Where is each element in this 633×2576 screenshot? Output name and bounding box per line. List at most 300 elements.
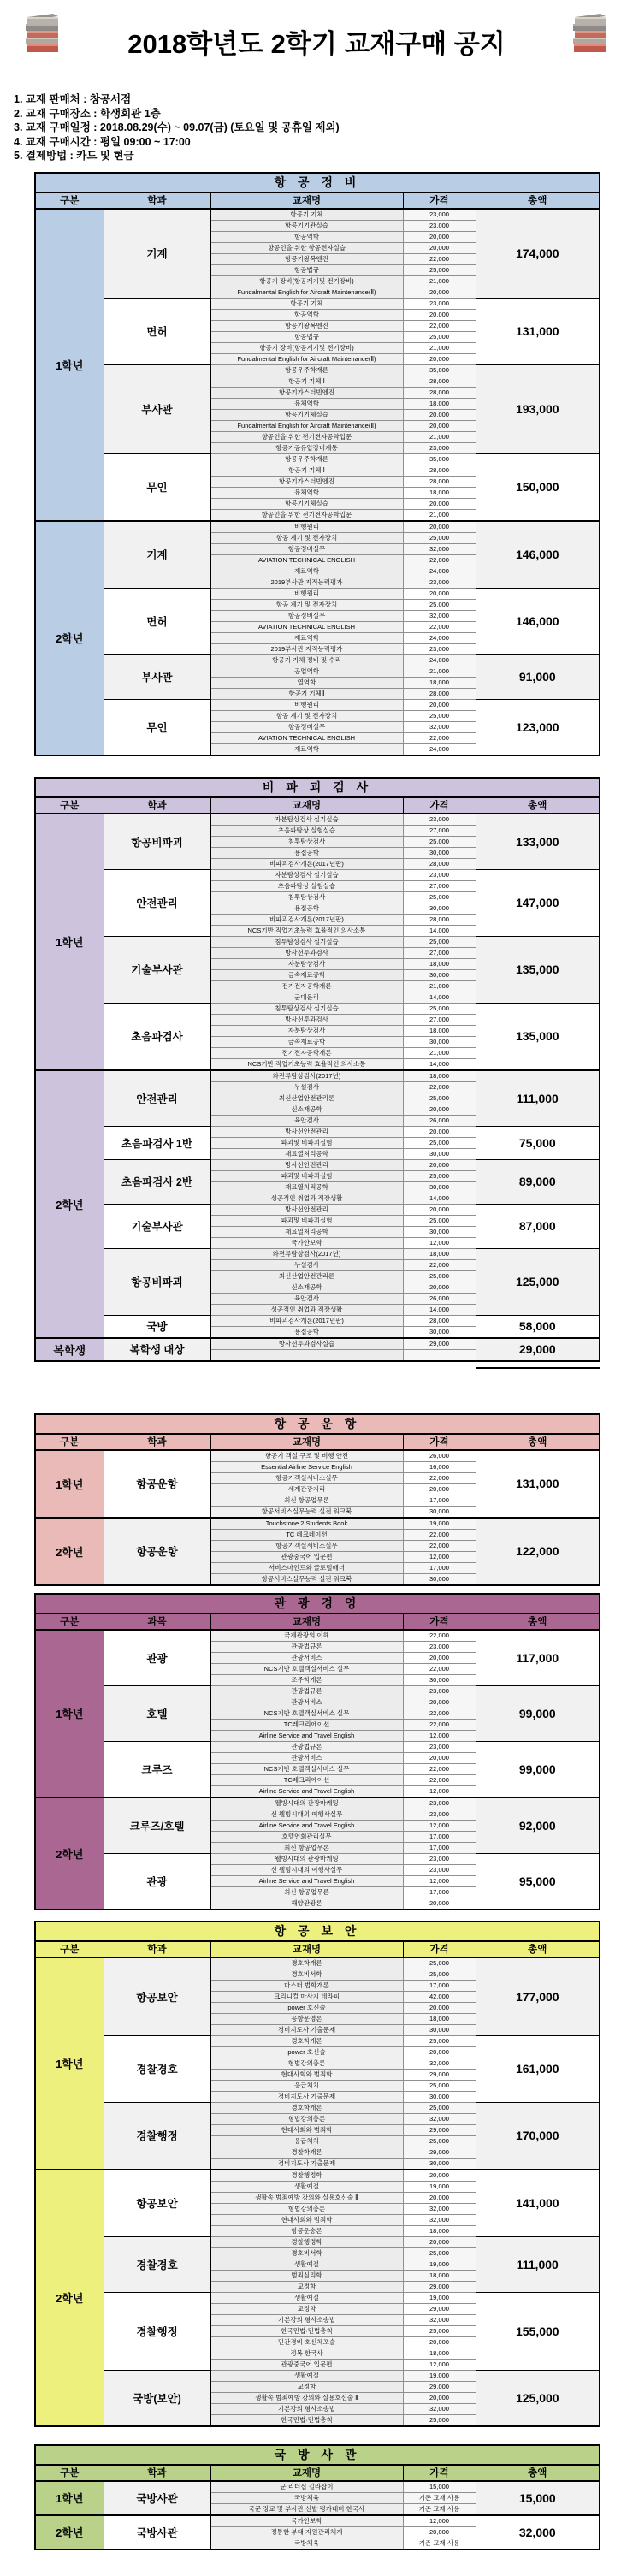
col-header-gubun: 구분 [35,797,104,814]
price-cell [403,1349,476,1361]
price-cell: 22,000 [403,1540,476,1551]
price-cell: 기존 교재 사용 [403,2492,476,2503]
price-cell: 35,000 [403,453,476,465]
book-name-cell: Essential Airline Service English [210,1461,403,1472]
col-header-total: 총액 [476,797,600,814]
price-cell: 22,000 [403,1630,476,1642]
col-header-dept: 학과 [104,2465,210,2481]
book-name-cell: 항공기 장비(항공계기및 전기장비) [210,275,403,287]
page-title: 2018학년도 2학기 교재구매 공지 [127,29,506,59]
book-name-cell: NCS기반 직업기초능력 효율적인 의사소통 [210,1058,403,1070]
book-name-cell: 군 리더십 길라잡이 [210,2481,403,2493]
book-name-cell: TC레크리에이션 [210,1774,403,1785]
price-cell: 28,000 [403,476,476,487]
book-name-cell: 항공우주학개론 [210,364,403,376]
book-name-cell: 성공적인 취업과 직장생활 [210,1304,403,1315]
book-name-cell: 국방체육 [210,2492,403,2503]
price-cell: 26,000 [403,1115,476,1126]
col-header-total: 총액 [476,1614,600,1630]
price-cell: 20,000 [403,2170,476,2182]
book-name-cell: 방사선안전관리 [210,1126,403,1137]
price-cell: 20,000 [403,1483,476,1495]
book-name-cell: 최신 항공업무론 [210,1842,403,1853]
table-title: 관 광 경 영 [35,1594,600,1614]
book-name-cell: 방사선투과검사 [210,947,403,958]
book-name-cell: 공업역학 [210,666,403,677]
book-name-cell: 침투탐상검사 실기실습 [210,1003,403,1014]
book-name-cell: 침투탐상검사 [210,891,403,903]
price-cell: 29,000 [403,2281,476,2292]
price-cell: 20,000 [403,699,476,710]
book-name-cell: TC 레크레이션 [210,1529,403,1540]
price-cell: 25,000 [403,2035,476,2046]
book-name-cell: 항공기 객실 구조 및 비행 안전 [210,1450,403,1462]
col-header-total: 총액 [476,1941,600,1957]
price-cell: 12,000 [403,1785,476,1797]
dept-cell: 면허 [104,588,210,654]
book-name-cell: Airline Service and Travel English [210,1785,403,1797]
book-name-cell: 기본강의 형사소송법 [210,2403,403,2414]
book-name-cell: 항공기 기체 Ⅰ [210,465,403,476]
book-name-cell: 항공인을 위한 전기전자공학입문 [210,431,403,442]
total-cell: 123,000 [476,699,600,755]
book-name-cell: 항공인을 위한 항공전자실습 [210,242,403,253]
book-name-cell: 방사선투과검사 [210,1014,403,1025]
book-name-cell: 재료열처리공학 [210,1148,403,1159]
col-header-price: 가격 [403,1614,476,1630]
book-name-cell: 금속재료공학 [210,969,403,980]
book-name-cell: 전기전자공학개론 [210,980,403,992]
grade-cell: 2학년 [35,1797,104,1910]
price-cell: 30,000 [403,1573,476,1585]
total-cell: 32,000 [476,2515,600,2549]
total-cell: 141,000 [476,2170,600,2237]
grade-cell: 2학년 [35,1070,104,1338]
price-cell: 30,000 [403,1326,476,1338]
price-cell: 30,000 [403,969,476,980]
dept-cell: 관광 [104,1853,210,1910]
price-cell: 21,000 [403,275,476,287]
price-cell: 20,000 [403,231,476,242]
price-cell: 22,000 [403,1472,476,1483]
price-cell: 24,000 [403,632,476,643]
dept-cell: 경찰경호 [104,2236,210,2292]
price-cell: 28,000 [403,914,476,925]
book-name-cell: 항공서비스실무능력 실전 워크북 [210,1506,403,1518]
price-cell: 30,000 [403,1181,476,1193]
total-cell: 29,000 [476,1338,600,1361]
book-name-cell: 경비지도사 기출문제 [210,2091,403,2102]
book-name-cell: 신소재공학 [210,1104,403,1115]
price-cell: 28,000 [403,1315,476,1326]
price-cell: 30,000 [403,1674,476,1685]
dept-cell: 경찰행정 [104,2292,210,2370]
book-name-cell: 관광법규론 [210,1741,403,1752]
col-header-book: 교재명 [210,1614,403,1630]
book-name-cell: 금속재료공학 [210,1036,403,1047]
notice-info-item: 4. 교재 구매시간 : 평일 09:00 ~ 17:00 [14,135,191,148]
book-name-cell: 유체역학 [210,487,403,498]
dept-cell: 크루즈 [104,1741,210,1797]
book-name-cell: 기본강의 형사소송법 [210,2314,403,2325]
total-cell: 122,000 [476,1518,600,1585]
book-name-cell: 항공기객실서비스실무 [210,1472,403,1483]
book-name-cell: 웰빙시대의 관광마케팅 [210,1797,403,1809]
price-cell: 23,000 [403,1685,476,1697]
price-cell: 27,000 [403,880,476,891]
book-name-cell: 생활예절 [210,2292,403,2303]
book-name-cell: 재료역학 [210,566,403,577]
book-name-cell: 비파괴검사개론(2017년판) [210,858,403,869]
book-name-cell: Touchstone 2 Students Book [210,1518,403,1530]
book-name-cell: 항공역학 [210,309,403,320]
price-cell: 20,000 [403,1652,476,1663]
dept-cell: 항공보안 [104,2170,210,2237]
book-name-cell: 경찰행정학 [210,2236,403,2247]
price-cell: 24,000 [403,566,476,577]
book-name-cell: 비파괴검사개론(2017년판) [210,914,403,925]
book-name-cell: 조주학개론 [210,1674,403,1685]
notice-info-list [14,92,633,163]
total-cell: 161,000 [476,2035,600,2102]
dept-cell: 국방사관 [104,2515,210,2549]
book-name-cell: 항공기기체실습 [210,498,403,509]
total-cell: 99,000 [476,1741,600,1797]
price-cell: 20,000 [403,420,476,431]
total-cell: 135,000 [476,1003,600,1070]
price-cell: 23,000 [403,1864,476,1875]
price-cell: 32,000 [403,2113,476,2124]
table-title: 비 파 괴 검 사 [35,778,600,797]
price-cell: 23,000 [403,1741,476,1752]
price-cell: 35,000 [403,364,476,376]
book-name-cell: 국가안보학 [210,1237,403,1248]
price-cell: 20,000 [403,1898,476,1910]
total-cell: 111,000 [476,2236,600,2292]
total-cell: 58,000 [476,1315,600,1338]
price-cell: 12,000 [403,1875,476,1886]
price-cell: 25,000 [403,1969,476,1980]
price-cell: 25,000 [403,1957,476,1969]
book-name-cell: 비파괴검사개론(2017년판) [210,1315,403,1326]
price-cell: 23,000 [403,1641,476,1652]
grade-cell: 1학년 [35,814,104,1070]
price-cell: 29,000 [403,1338,476,1350]
price-cell: 18,000 [403,1248,476,1259]
book-name-cell: 항공기가스터빈엔진 [210,387,403,398]
col-header-book: 교재명 [210,1941,403,1957]
price-cell: 29,000 [403,2124,476,2135]
book-name-cell: 용접공학 [210,903,403,914]
table-flight-operations [0,1413,633,1586]
price-cell: 18,000 [403,2225,476,2236]
book-name-cell: 침투탐상검사 [210,836,403,847]
price-cell: 19,000 [403,2259,476,2270]
book-name-cell: 육안검사 [210,1293,403,1304]
book-name-cell: 현대사회와 범죄학 [210,2069,403,2080]
book-name-cell: 자분탐상검사 실기실습 [210,814,403,826]
book-name-cell: 교정학 [210,2303,403,2314]
price-cell: 30,000 [403,2024,476,2035]
dept-cell: 항공비파괴 [104,814,210,870]
book-name-cell: 생활예절 [210,2259,403,2270]
book-name-cell: 세계관광지리 [210,1483,403,1495]
price-cell: 기존 교재 사용 [403,2503,476,2515]
price-cell: 20,000 [403,1126,476,1137]
book-name-cell: 항공역학 [210,231,403,242]
price-cell: 23,000 [403,643,476,654]
total-cell: 15,000 [476,2481,600,2515]
book-name-cell: 크리니컬 마사지 테라피 [210,1991,403,2002]
price-cell: 기존 교재 사용 [403,2538,476,2549]
price-cell: 25,000 [403,2135,476,2147]
price-cell: 17,000 [403,1562,476,1573]
dept-cell: 항공운항 [104,1518,210,1585]
book-name-cell: power 호신술 [210,2046,403,2058]
book-name-cell: 관광중국어 입문편 [210,2359,403,2370]
price-cell: 30,000 [403,1506,476,1518]
price-cell: 25,000 [403,532,476,543]
book-name-cell: 관광서비스 [210,1697,403,1708]
book-name-cell: 호텔연회관리실무 [210,1831,403,1842]
grade-cell: 1학년 [35,1450,104,1518]
col-header-gubun: 구분 [35,1614,104,1630]
price-cell: 18,000 [403,1070,476,1082]
book-name-cell: 초음파탐상 실험실습 [210,825,403,836]
price-cell: 17,000 [403,1980,476,1991]
book-name-cell: 파괴및 비파괴실험 [210,1137,403,1148]
total-cell: 92,000 [476,1797,600,1854]
price-cell: 25,000 [403,1137,476,1148]
book-name-cell: 관광법규론 [210,1641,403,1652]
total-cell: 170,000 [476,2102,600,2170]
notice-info-item: 3. 교재 구매일정 : 2018.08.29(수) ~ 09.07(금) (토요일 및 공휴일 제외) [14,121,340,133]
grade-cell: 2학년 [35,521,104,755]
book-name-cell: AVIATION TECHNICAL ENGLISH [210,732,403,743]
dept-cell: 국방 [104,1315,210,1338]
table-tourism-management [0,1593,633,1910]
book-name-cell: 경비지도사 기출문제 [210,2024,403,2035]
price-cell: 22,000 [403,732,476,743]
book-name-cell: 와전류탐상검사(2017년) [210,1248,403,1259]
price-cell: 25,000 [403,264,476,275]
price-cell: 28,000 [403,376,476,387]
total-cell: 147,000 [476,869,600,936]
grade-cell: 2학년 [35,2515,104,2549]
book-name-cell: NCS기반 호텔객실서비스 실무 [210,1663,403,1674]
book-name-cell: 항공우주학개론 [210,453,403,465]
price-cell: 22,000 [403,320,476,331]
price-cell: 25,000 [403,2080,476,2091]
table-title: 항 공 보 안 [35,1922,600,1941]
price-cell: 23,000 [403,298,476,309]
book-name-cell: 공항운영론 [210,2013,403,2024]
book-name-cell: 항공법규 [210,331,403,342]
book-name-cell: 항공기기체실습 [210,409,403,420]
price-cell: 21,000 [403,666,476,677]
book-name-cell: 항공기기관실습 [210,220,403,231]
book-name-cell: 신소재공학 [210,1282,403,1293]
price-cell: 27,000 [403,825,476,836]
tables [0,172,633,2550]
book-name-cell: 2019부사관 지적능력평가 [210,577,403,588]
book-name-cell: 생활예절 [210,2181,403,2192]
price-cell: 22,000 [403,1259,476,1270]
col-header-price: 가격 [403,797,476,814]
price-cell: 20,000 [403,588,476,599]
price-cell: 22,000 [403,554,476,566]
book-name-cell: 군대윤리 [210,992,403,1003]
dept-cell: 무인 [104,453,210,521]
book-name-cell: 교정학 [210,2381,403,2392]
price-cell: 28,000 [403,387,476,398]
table-title: 국 방 사 관 [35,2445,600,2465]
price-cell: 20,000 [403,2392,476,2403]
total-cell: 95,000 [476,1853,600,1910]
dept-cell: 안전관리 [104,869,210,936]
notice-info-item: 5. 결제방법 : 카드 및 현금 [14,150,134,162]
price-cell: 20,000 [403,2236,476,2247]
price-cell: 14,000 [403,1058,476,1070]
price-cell: 20,000 [403,498,476,509]
price-cell: 23,000 [403,577,476,588]
book-name-cell: Fundalmental English for Aircraft Maintenance(Ⅱ) [210,287,403,298]
book-name-cell: 형법강의총론 [210,2113,403,2124]
dept-cell: 초음파검사 [104,1003,210,1070]
book-name-cell: 용접공학 [210,847,403,858]
book-name-cell: 국가안보학 [210,2515,403,2527]
price-cell: 25,000 [403,2247,476,2259]
price-cell: 25,000 [403,710,476,721]
price-cell: 23,000 [403,869,476,880]
table-aviation-maintenance [0,172,633,756]
book-name-cell: 정복 한국사 [210,2348,403,2359]
price-cell: 17,000 [403,1495,476,1506]
price-cell: 22,000 [403,1081,476,1093]
grade-cell: 1학년 [35,1957,104,2170]
price-cell: 30,000 [403,2091,476,2102]
book-name-cell: 신 웰빙시대의 여행사실무 [210,1809,403,1820]
book-name-cell: 형법강의총론 [210,2203,403,2214]
price-cell: 23,000 [403,1853,476,1864]
price-cell: 23,000 [403,1797,476,1809]
price-cell: 20,000 [403,1204,476,1215]
col-header-dept: 학과 [104,797,210,814]
book-name-cell: 항공기공유압장비계통 [210,442,403,453]
book-name-cell: 자분탐상검사 [210,1025,403,1036]
dept-cell: 항공보안 [104,1957,210,2036]
dept-cell: 기계 [104,521,210,589]
price-cell: 29,000 [403,2147,476,2158]
grade-cell: 1학년 [35,1630,104,1797]
book-name-cell: 웰빙시대의 관광마케팅 [210,1853,403,1864]
price-cell: 30,000 [403,1036,476,1047]
dept-cell: 복학생 대상 [104,1338,210,1361]
price-cell: 20,000 [403,409,476,420]
book-name-cell: 유체역학 [210,398,403,409]
price-cell: 18,000 [403,398,476,409]
book-name-cell: 항공기 기체 [210,209,403,221]
book-name-cell: 현대사회와 범죄학 [210,2124,403,2135]
price-cell: 32,000 [403,2314,476,2325]
price-cell: 30,000 [403,1226,476,1237]
table-aviation-security [0,1921,633,2427]
book-name-cell: Fundalmental English for Aircraft Maintenance(Ⅱ) [210,420,403,431]
price-cell: 32,000 [403,610,476,621]
book-name-cell: 항공기 기체 [210,298,403,309]
book-name-cell: 파괴및 비파괴실험 [210,1170,403,1181]
price-cell: 23,000 [403,814,476,826]
col-header-gubun: 구분 [35,1434,104,1450]
price-cell: 32,000 [403,2058,476,2069]
book-name-cell: 경찰학개론 [210,2147,403,2158]
book-name-cell: Fundalmental English for Aircraft Maintenance(Ⅱ) [210,353,403,364]
price-cell: 14,000 [403,1304,476,1315]
price-cell: 22,000 [403,1663,476,1674]
price-cell: 28,000 [403,858,476,869]
total-cell: 87,000 [476,1204,600,1248]
price-cell: 20,000 [403,2002,476,2013]
price-cell: 21,000 [403,342,476,353]
book-name-cell: 정통한 부대 자원관리체계 [210,2526,403,2538]
price-cell: 22,000 [403,621,476,632]
book-name-cell: AVIATION TECHNICAL ENGLISH [210,621,403,632]
dept-cell: 기술부사관 [104,936,210,1003]
table-ndt [0,777,633,1369]
price-cell: 25,000 [403,599,476,610]
total-cell: 111,000 [476,1070,600,1127]
col-header-book: 교재명 [210,2465,403,2481]
grade-cell: 2학년 [35,2170,104,2426]
price-cell: 14,000 [403,925,476,936]
book-name-cell: 항공운송론 [210,2225,403,2236]
book-name-cell: 최신 항공업무론 [210,1886,403,1898]
book-name-cell: 한국민법·민법총칙 [210,2414,403,2426]
price-cell: 26,000 [403,1293,476,1304]
total-cell: 155,000 [476,2292,600,2370]
price-cell: 20,000 [403,1752,476,1763]
price-cell: 20,000 [403,2526,476,2538]
price-cell: 28,000 [403,465,476,476]
price-cell: 25,000 [403,331,476,342]
price-cell: 12,000 [403,2515,476,2527]
price-cell: 20,000 [403,1104,476,1115]
book-name-cell: 형법강의총론 [210,2058,403,2069]
book-name-cell: 항공기왕복엔진 [210,320,403,331]
book-name-cell: 마스터 법학개론 [210,1980,403,1991]
price-cell: 23,000 [403,220,476,231]
book-name-cell: 항공정비실무 [210,721,403,732]
price-cell: 21,000 [403,980,476,992]
book-name-cell: 생활예절 [210,2370,403,2381]
price-cell: 25,000 [403,1215,476,1226]
book-name-cell: NCS기반 직업기초능력 효율적인 의사소통 [210,925,403,936]
book-name-cell: 전기전자공학개론 [210,1047,403,1058]
book-name-cell: 항공서비스실무능력 실전 워크북 [210,1573,403,1585]
book-name-cell: 육안검사 [210,1115,403,1126]
price-cell: 19,000 [403,2370,476,2381]
book-name-cell: 경호학개론 [210,1957,403,1969]
price-cell: 12,000 [403,1730,476,1741]
col-header-total: 총액 [476,2465,600,2481]
book-name-cell: 응급처치 [210,2135,403,2147]
total-cell: 135,000 [476,936,600,1003]
book-name-cell: 서비스마인드와 글로벌매너 [210,1562,403,1573]
col-header-book: 교재명 [210,797,403,814]
dept-cell: 기술부사관 [104,1204,210,1248]
price-cell: 30,000 [403,903,476,914]
price-cell: 25,000 [403,1093,476,1104]
